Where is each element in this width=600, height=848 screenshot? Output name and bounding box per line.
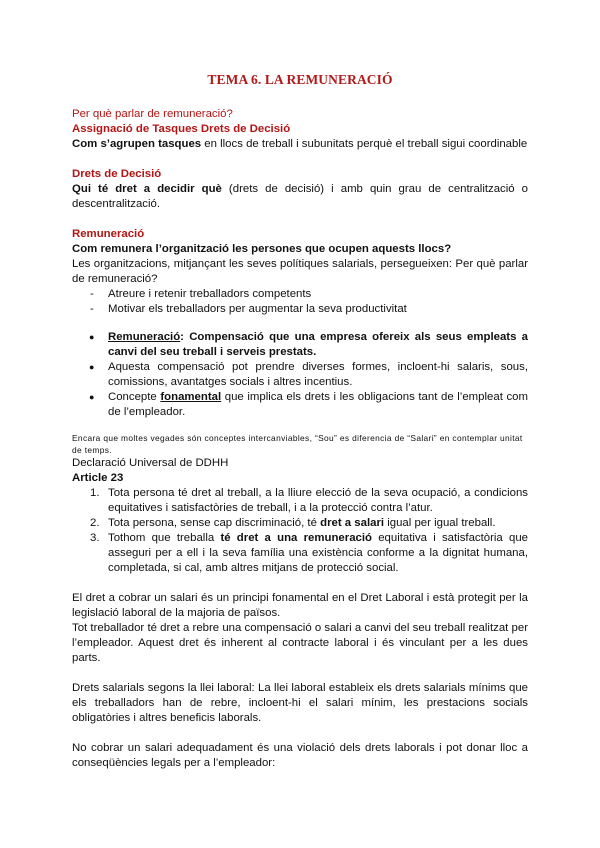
paragraph-violation: No cobrar un salari adequadament és una violació dels drets laborals i pot donar lloc a conseqüències legals per a l’empleador: [72, 742, 528, 769]
ddhh-title: Declaració Universal de DDHH [72, 457, 229, 469]
bullet-icon: ● [89, 392, 95, 402]
bullet-icon: ● [89, 332, 95, 342]
list-item: - Atreure i retenir treballadors competents [90, 288, 312, 300]
list-item: ● Concepte fonamental que implica els drets i les obligacions tant de l’empleat com de l’empleador. [89, 391, 528, 418]
list-item: ● Remuneració: Compensació que una empresa ofereix als seus empleats a canvi del seu treball i serveis prestats. [89, 331, 528, 358]
heading-decision-rights: Drets de Decisió [72, 168, 162, 180]
note-salary: Encara que moltes vegades són conceptes intercanviables, “Sou” es diferencia de “Salari” en contemplar unitat de temps. [72, 433, 523, 455]
document-body [72, 107, 528, 771]
page-title: TEMA 6. LA REMUNERACIÓ [207, 72, 393, 87]
dash-list [72, 287, 528, 317]
paragraph-salary-rights: Drets salarials segons la llei laboral: La llei laboral estableix els drets salarials mínims que els treballadors han de rebre, incloent-hi el salari mínim, les prestacions socials obligatòries i altres beneficis laborals. [72, 682, 528, 724]
article-heading: Article 23 [72, 472, 124, 484]
paragraph-policies: Les organitzacions, mitjançant les seves polítiques salarials, persegueixen: Per què parlar de remuneració? [72, 258, 528, 285]
bold-phrase: Qui té dret a decidir què [72, 183, 222, 195]
paragraph-right-to-salary: El dret a cobrar un salari és un principi fonamental en el Dret Laboral i està protegit per la legislació laboral de la majoria de països. [72, 592, 528, 619]
paragraph-text: (drets de decisió) i amb quin grau de centralització o descentralització. [72, 183, 529, 210]
numbered-list [72, 486, 528, 576]
heading-task-assignment: Assignació de Tasques Drets de Decisió [72, 123, 291, 135]
paragraph-text: en llocs de treball i subunitats perquè el treball sigui coordinable [201, 138, 528, 150]
bullet-list [72, 330, 528, 420]
paragraph-decision [72, 182, 528, 212]
question-how-remunerate: Com remunera l’organització les persones que ocupen aquests llocs? [72, 243, 452, 255]
paragraph-compensation: Tot treballador té dret a rebre una compensació o salari a canvi del seu treball realitzat per l’empleador. Aquest dret és inherent al contracte laboral i és vinculant per a les dues parts. [72, 622, 528, 664]
bold-phrase: Com s’agrupen tasques [72, 138, 202, 150]
list-item: 1. Tota persona té dret al treball, a la lliure elecció de la seva ocupació, a condicions equitatives i satisfactòries de treball, i a la protecció contra l’atur. [90, 487, 528, 514]
list-item: 3. Tothom que treballa té dret a una remuneració equitativa i satisfactòria que asseguri per a ell i la seva família una existència conforme a la dignitat humana, completada, si cal, amb altres mitjans de protecció social. [90, 532, 528, 574]
list-item: ● Aquesta compensació pot prendre diverses formes, incloent-hi salaris, sous, comissions, avantatges socials i altres incentius. [89, 361, 528, 388]
question-why-remuneration: Per què parlar de remuneració? [72, 108, 233, 120]
paragraph-grouping [72, 137, 528, 152]
list-item: 2. Tota persona, sense cap discriminació, té dret a salari igual per igual treball. [90, 517, 496, 529]
heading-remuneration: Remuneració [72, 228, 145, 240]
list-item: - Motivar els treballadors per augmentar la seva productivitat [90, 303, 407, 315]
bullet-icon: ● [89, 362, 95, 372]
